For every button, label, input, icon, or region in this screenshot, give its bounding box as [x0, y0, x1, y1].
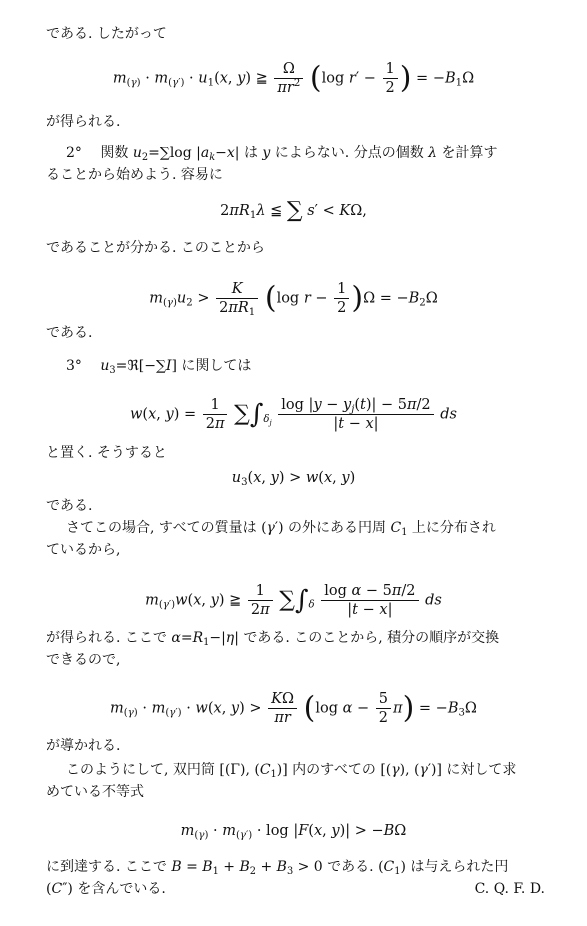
- equation-7: $m_{(\gamma)} \cdot m_{(\gamma')} \cdot w(x$, y) > $\frac{K\Omega}{\pi r}$ (log α − $\frac{5}{2}$ $\pi) = -B_3\Omega$: [110, 690, 477, 726]
- text-line: である.: [46, 325, 93, 341]
- equation-6: $m_{(\gamma')}w(x$, y) ≧ $\frac{1}{2\pi}$ $\sum\int_\delta$ $\frac{\text{log α − 5π/2}}{|t - x|}$ ds: [145, 583, 442, 618]
- equation-3: $m_{(\gamma)}u_2$ > $\frac{K}{2\pi R_1}$ (log r − $\frac{1}{2}$ )$\Omega = -B_2\Omega$: [149, 280, 438, 318]
- text-line: めている不等式: [46, 784, 144, 800]
- text-line: が導かれる.: [46, 738, 121, 754]
- text-line: が得られる. ここで $\alpha=R_1-|\eta|$ である. このことから, 積分の順序が交換: [46, 630, 500, 648]
- equation-4: w(x, y) = $\frac{1}{2\pi}$ $\sum\int_{\delta_j}$ $\frac{\log |y - y_j(t)| - 5\pi/2}{|t - x|}$ ds: [129, 397, 457, 432]
- text-line: である. したがって: [46, 26, 167, 42]
- equation-5: $u_3(x$, y) > w(x, y): [231, 470, 356, 488]
- text-line: このようにして, 双円筒 [(Γ), $(C_1)$] 内のすべての [(γ), (γ′)] に対して求: [66, 762, 517, 780]
- equation-1: $m_{(\gamma)} \cdot m_{(\gamma')} \cdot u_1(x$, y) ≧ $\frac{\Omega}{\pi r^2}$ (log r′ − $\frac{1}{2}$ ) = $-B_1\Omega$: [112, 60, 475, 96]
- text-line: であることが分かる. このことから: [46, 240, 265, 256]
- text-line: 3° $u_3=ℜ[-\sum I]$ に関しては: [66, 358, 252, 376]
- text-line: できるので,: [46, 652, 121, 668]
- text-line: ているから,: [46, 542, 121, 558]
- text-line: が得られる.: [46, 114, 121, 130]
- equation-2: $2\pi R_1\lambda$ ≦ ∑ s′ < KΩ,: [220, 198, 367, 223]
- equation-8: $m_{(\gamma)} \cdot m_{(\gamma')} \cdot \log |F(x$, y)| > −BΩ: [180, 823, 407, 841]
- text-line: と置く. そうすると: [46, 445, 167, 461]
- text-line: である.: [46, 498, 93, 514]
- text-line: (C″) を含んでいる.: [46, 881, 166, 897]
- text-line: に到達する. ここで $B = B_1 + B_2 + B_3 > 0$ である. $(C_1)$ は与えられた円: [46, 859, 509, 877]
- qed-mark: C. Q. F. D.: [474, 881, 545, 897]
- text-line: ることから始めよう. 容易に: [46, 167, 223, 183]
- text-line: 2° 関数 $u_2=\sum\log$ $|a_k-x|$ は y によらない. 分点の個数 λ を計算す: [66, 145, 498, 163]
- text-line: さてこの場合, すべての質量は (γ′) の外にある円周 $C_1$ 上に分布され: [66, 520, 496, 538]
